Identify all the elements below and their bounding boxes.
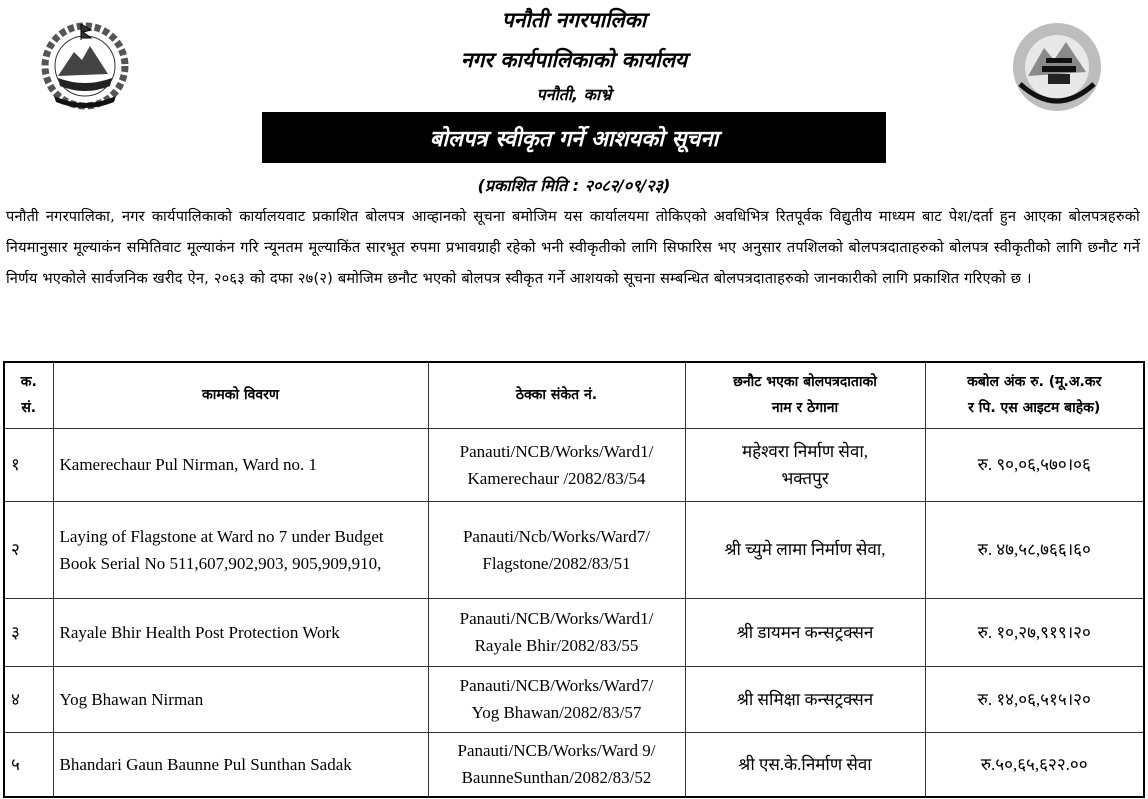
header-description: कामको विवरण bbox=[53, 362, 428, 428]
municipality-name: पनौती नगरपालिका bbox=[501, 8, 647, 32]
row-amount: रु.५०,६५,६२२.०० bbox=[925, 732, 1144, 797]
published-date: (प्रकाशित मिति : २०८२/०९/२३) bbox=[477, 176, 671, 195]
header-bidder-line1: छनौट भएका बोलपत्रदाताको bbox=[733, 374, 877, 391]
office-name: नगर कार्यपालिकाको कार्यालय bbox=[460, 48, 688, 72]
row-bidder-line1: श्री एस.के.निर्माण सेवा bbox=[738, 754, 872, 774]
row-contract-code-line1: Panauti/NCB/Works/Ward1/ bbox=[459, 441, 654, 461]
header-serial-line2: सं. bbox=[21, 400, 37, 417]
row-amount: रु. ९०,०६,५७०।०६ bbox=[925, 428, 1144, 501]
row-serial-number: ४ bbox=[4, 666, 53, 732]
header-contract-code: ठेक्का संकेत नं. bbox=[428, 362, 685, 428]
row-bidder bbox=[685, 666, 925, 732]
row-serial-number: १ bbox=[4, 428, 53, 501]
header-amount bbox=[925, 362, 1144, 428]
row-amount: रु. १०,२७,९१९।२० bbox=[925, 598, 1144, 666]
table-row bbox=[4, 501, 1144, 598]
row-contract-code bbox=[428, 501, 685, 598]
table-row bbox=[4, 598, 1144, 666]
row-bidder-line1: श्री च्युमे लामा निर्माण सेवा, bbox=[724, 540, 886, 559]
row-bidder bbox=[685, 732, 925, 797]
table-header-row bbox=[4, 362, 1144, 428]
row-description: Rayale Bhir Health Post Protection Work bbox=[53, 598, 428, 666]
row-contract-code bbox=[428, 666, 685, 732]
row-contract-code-line2: BaunneSunthan/2082/83/52 bbox=[461, 768, 652, 788]
row-contract-code bbox=[428, 428, 685, 501]
row-bidder-line1: श्री समिक्षा कन्सट्रक्सन bbox=[736, 689, 874, 709]
notice-body-text: पनौती नगरपालिका, नगर कार्यपालिकाको कार्यालयवाट प्रकाशित बोलपत्र आव्हानको सूचना बमोजिम यस कार्यालयमा तोकिएको अवधिभित्र रितपूर्वक विद्युतीय माध्यम बाट पेश/दर्ता हुन आएका बोलपत्रहरुको नियमानुसार मूल्याकंन समितिवाट मूल्याकंन गरि न्यूनतम मूल्याकिंत सारभूत रुपमा प्रभावग्राही रहेको भनी स्वीकृतीको लागि सिफारिस भए अनुसार तपशिलको बोलपत्रदाताहरुको बोलपत्र स्वीकृतीको लागि छनौट गर्ने निर्णय भएकोले सार्वजनिक खरीद ऐन, २०६३ को दफा २७(२) बमोजिम छनौट भएको बोलपत्र स्वीकृत गर्ने आशयको सूचना सम्बन्धित बोलपत्रदाताहरुको जानकारीको लागि प्रकाशित गरिएको छ । bbox=[6, 208, 1140, 287]
row-contract-code-line1: Panauti/Ncb/Works/Ward7/ bbox=[462, 526, 651, 546]
row-contract-code-line2: Kamerechaur /2082/83/54 bbox=[467, 468, 646, 488]
table-row bbox=[4, 428, 1144, 501]
row-contract-code-line2: Rayale Bhir/2082/83/55 bbox=[474, 636, 639, 655]
row-bidder-line1: श्री डायमन कन्सट्रक्सन bbox=[736, 622, 874, 642]
row-bidder bbox=[685, 428, 925, 501]
row-contract-code-line2: Flagstone/2082/83/51 bbox=[482, 553, 631, 573]
row-contract-code-line1: Panauti/NCB/Works/Ward7/ bbox=[459, 676, 654, 695]
row-description: Laying of Flagstone at Ward no 7 under Budget Book Serial No 511,607,902,903, 905,909,910, bbox=[53, 501, 428, 598]
row-contract-code-line1: Panauti/NCB/Works/Ward1/ bbox=[459, 609, 654, 628]
row-contract-code bbox=[428, 732, 685, 797]
row-description: Kamerechaur Pul Nirman, Ward no. 1 bbox=[53, 428, 428, 501]
row-contract-code-line2: Yog Bhawan/2082/83/57 bbox=[471, 703, 642, 722]
row-contract-code-line1: Panauti/NCB/Works/Ward 9/ bbox=[457, 741, 656, 761]
row-serial-number: २ bbox=[4, 501, 53, 598]
row-description: Yog Bhawan Nirman bbox=[53, 666, 428, 732]
table-row bbox=[4, 732, 1144, 797]
header-bidder bbox=[685, 362, 925, 428]
header-bidder-line2: नाम र ठेगाना bbox=[771, 400, 839, 417]
header-serial-number bbox=[4, 362, 53, 428]
row-bidder bbox=[685, 598, 925, 666]
row-description: Bhandari Gaun Baunne Pul Sunthan Sadak bbox=[53, 732, 428, 797]
row-serial-number: ५ bbox=[4, 732, 53, 797]
table-row bbox=[4, 666, 1144, 732]
row-bidder-line2: भक्तपुर bbox=[781, 468, 829, 488]
selected-bidders-table bbox=[3, 361, 1145, 798]
row-bidder bbox=[685, 501, 925, 598]
office-location: पनौती, काभ्रे bbox=[536, 85, 612, 104]
row-contract-code bbox=[428, 598, 685, 666]
row-serial-number: ३ bbox=[4, 598, 53, 666]
header-serial-line1: क. bbox=[20, 374, 37, 391]
row-amount: रु. ४७,५८,७६६।६० bbox=[925, 501, 1144, 598]
row-amount: रु. १४,०६,५१५।२० bbox=[925, 666, 1144, 732]
row-bidder-line1: महेश्वरा निर्माण सेवा, bbox=[741, 441, 869, 461]
notice-title-banner bbox=[262, 112, 886, 163]
header-amount-line2: र पि. एस आइटम बाहेक) bbox=[968, 400, 1101, 417]
header-amount-line1: कबोल अंक रु. (मू.अ.कर bbox=[967, 374, 1102, 391]
notice-title: बोलपत्र स्वीकृत गर्ने आशयको सूचना bbox=[429, 126, 719, 152]
